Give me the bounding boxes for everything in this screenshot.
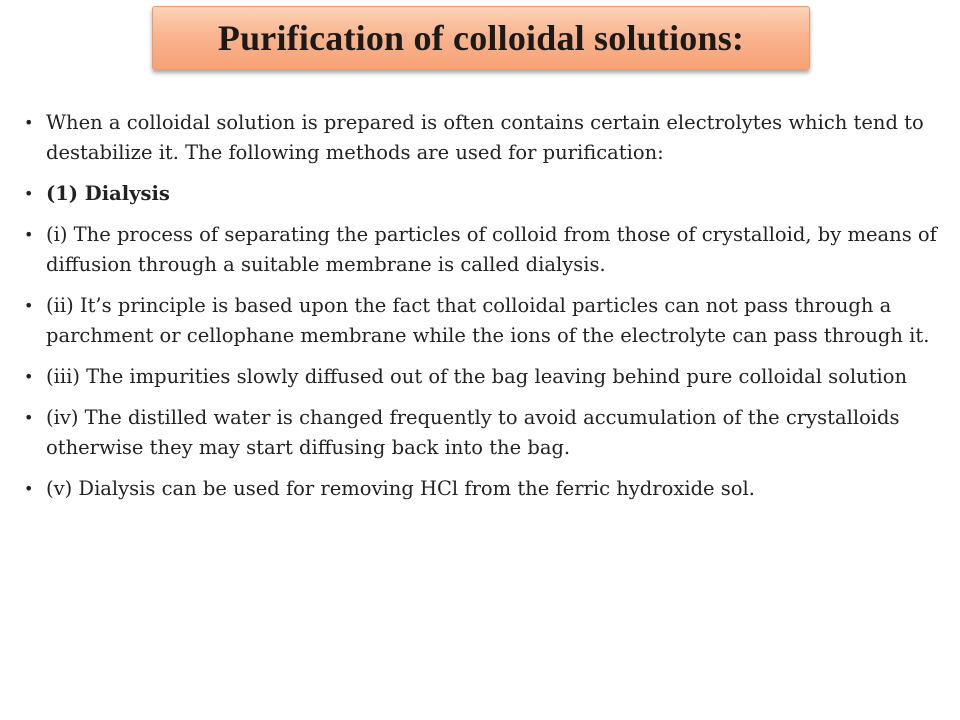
bullet-item-iv xyxy=(0,403,960,463)
slide-title: Purification of colloidal solutions: xyxy=(217,18,745,58)
bullet-text: (iii) The impurities slowly diffused out of the bag leaving behind pure colloidal solution xyxy=(46,365,908,388)
bullet-icon: • xyxy=(24,479,34,498)
bullet-icon: • xyxy=(24,113,34,132)
bullet-icon: • xyxy=(24,367,34,386)
bullet-text: When a colloidal solution is prepared is often contains certain electrolytes which tend to destabilize it. The following methods are used for purification: xyxy=(46,111,924,164)
bullet-icon: • xyxy=(24,408,34,427)
bullet-text: (ii) It’s principle is based upon the fact that colloidal particles can not pass through a parchment or cellophane membrane while the ions of the electrolyte can pass through it. xyxy=(46,294,930,347)
bullet-item-iii xyxy=(0,362,960,392)
bullet-text: (i) The process of separating the particles of colloid from those of crystalloid, by means of diffusion through a suitable membrane is called dialysis. xyxy=(46,223,937,276)
bullet-icon: • xyxy=(24,296,34,315)
bullet-icon: • xyxy=(24,225,34,244)
bullet-icon: • xyxy=(24,184,34,203)
bullet-text: (iv) The distilled water is changed frequently to avoid accumulation of the crystalloids otherwise they may start diffusing back into the bag. xyxy=(46,406,900,459)
bullet-text: (v) Dialysis can be used for removing HCl from the ferric hydroxide sol. xyxy=(46,477,755,500)
bullet-item-i xyxy=(0,220,960,280)
bullet-item-dialysis-heading xyxy=(0,179,960,209)
bullet-text: (1) Dialysis xyxy=(46,182,170,205)
bullet-list xyxy=(0,108,960,515)
bullet-item-v xyxy=(0,474,960,504)
bullet-item-intro xyxy=(0,108,960,168)
title-banner xyxy=(152,6,810,70)
bullet-item-ii xyxy=(0,291,960,351)
